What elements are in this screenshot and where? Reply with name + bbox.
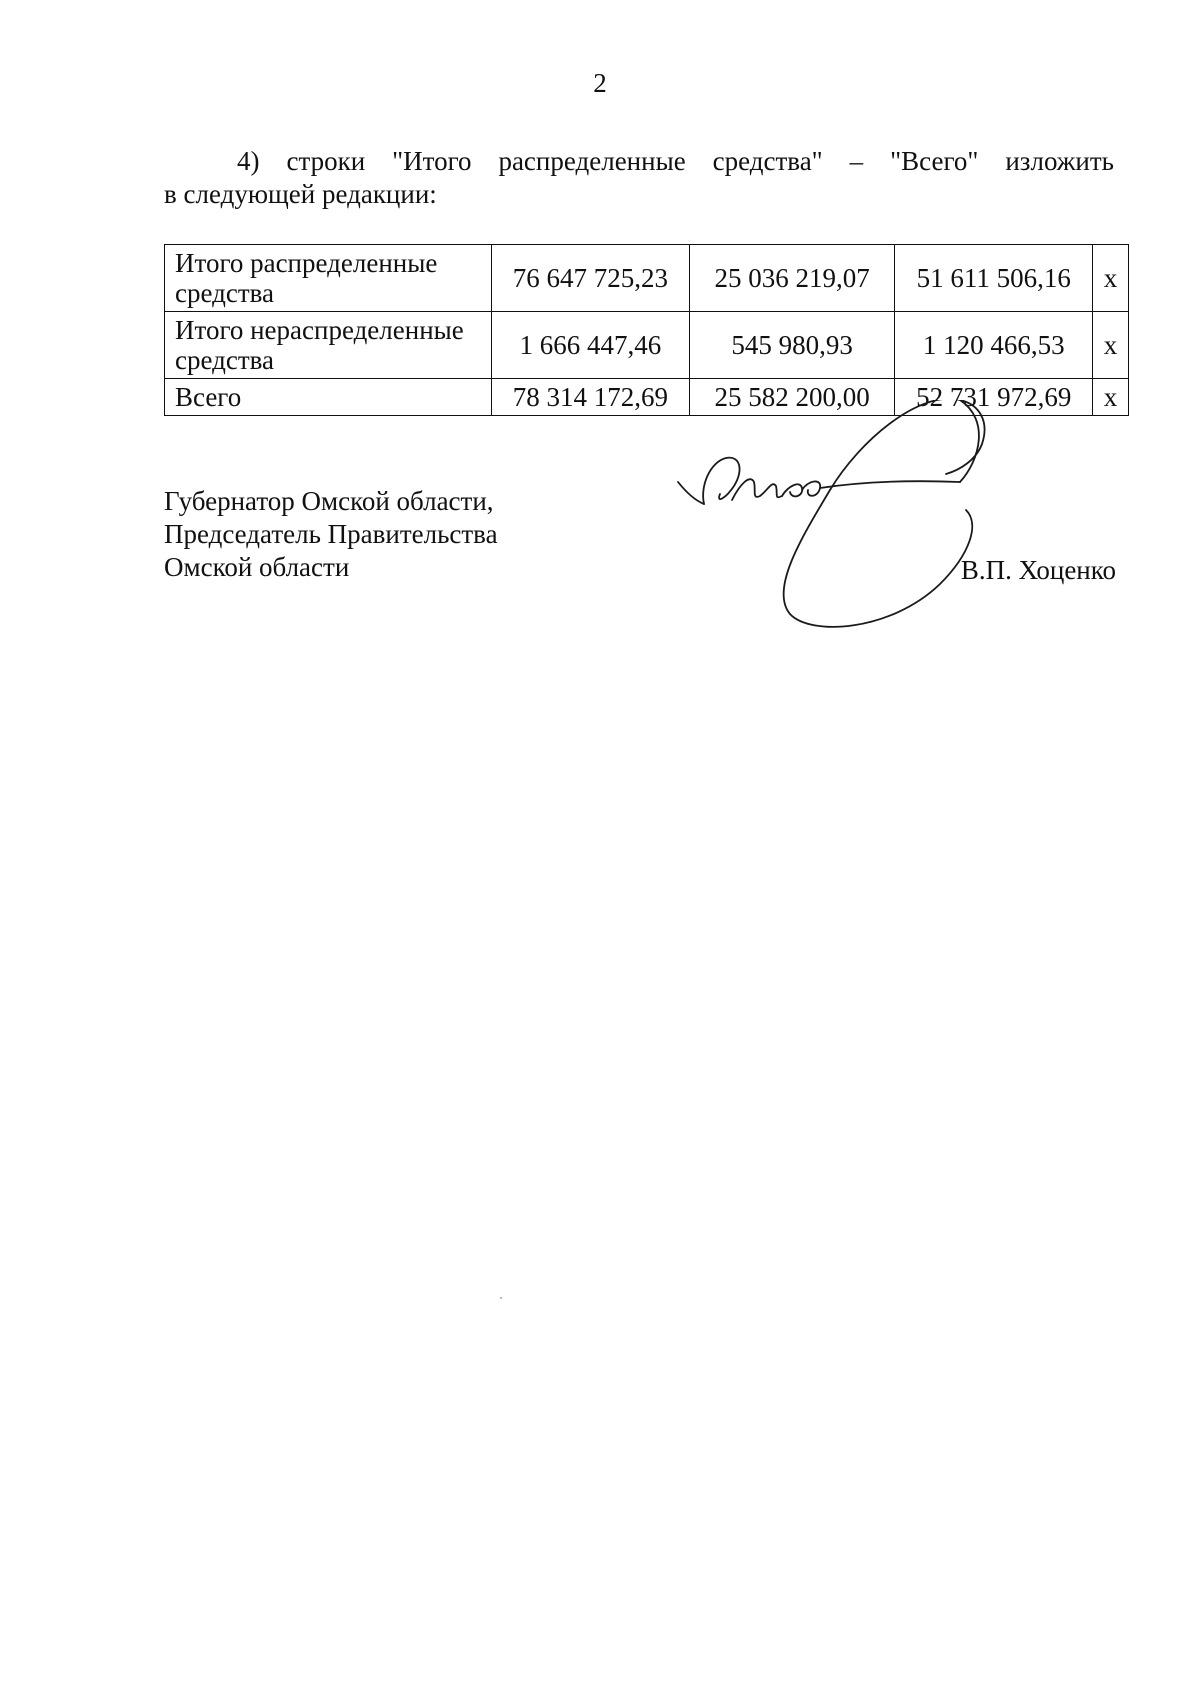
row-value-2: 25 582 200,00 <box>689 379 895 416</box>
row-mark: х <box>1092 245 1128 312</box>
amendment-table <box>164 244 1129 416</box>
row-value-3: 52 731 972,69 <box>895 379 1093 416</box>
row-value-1: 1 666 447,46 <box>492 312 690 379</box>
row-value-1: 76 647 725,23 <box>492 245 690 312</box>
signatory-name: В.П. Хоценко <box>960 555 1116 585</box>
row-label: Итого распределенные средства <box>165 245 492 312</box>
table-row <box>165 312 1129 379</box>
row-value-3: 1 120 466,53 <box>895 312 1093 379</box>
table-row <box>165 245 1129 312</box>
page-number: 2 <box>593 68 607 98</box>
row-value-2: 545 980,93 <box>689 312 895 379</box>
row-mark: х <box>1092 379 1128 416</box>
table-row <box>165 379 1129 416</box>
amendment-paragraph-line-2: в следующей редакции: <box>164 179 437 209</box>
row-value-2: 25 036 219,07 <box>689 245 895 312</box>
handwritten-signature-icon <box>660 400 1080 640</box>
row-value-3: 51 611 506,16 <box>895 245 1093 312</box>
signatory-title-line-1: Губернатор Омской области, <box>164 486 494 516</box>
amendment-paragraph-line-1: 4) строки "Итого распределенные средства" – "Всего" изложить <box>237 146 1114 176</box>
row-label: Всего <box>165 379 492 416</box>
row-label: Итого нераспределенные средства <box>165 312 492 379</box>
row-value-1: 78 314 172,69 <box>492 379 690 416</box>
signatory-title <box>164 485 498 584</box>
signatory-title-line-2: Председатель Правительства <box>164 519 498 549</box>
row-mark: х <box>1092 312 1128 379</box>
signatory-title-line-3: Омской области <box>164 552 350 582</box>
scan-speck <box>500 1297 502 1299</box>
